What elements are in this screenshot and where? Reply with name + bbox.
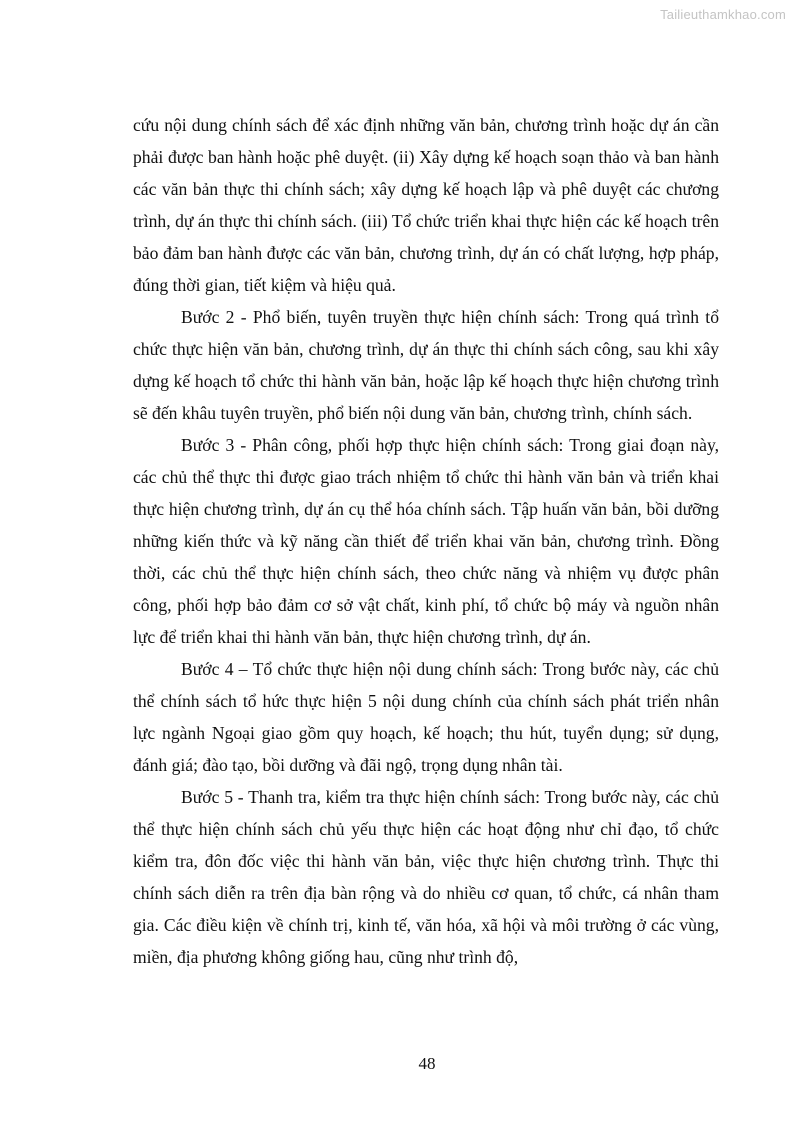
paragraph-step-3: Bước 3 - Phân công, phối hợp thực hiện chính sách: Trong giai đoạn này, các chủ thể thực thi được giao trách nhiệm tổ chức thi hành văn bản và triển khai thực hiện chương trình, dự án cụ thể hóa chính sách. Tập huấn văn bản, bồi dưỡng những kiến thức và kỹ năng cần thiết để triển khai văn bản, chương trình. Đồng thời, các chủ thể thực hiện chính sách, theo chức năng và nhiệm vụ được phân công, phối hợp bảo đảm cơ sở vật chất, kinh phí, tổ chức bộ máy và nguồn nhân lực để triển khai thi hành văn bản, thực hiện chương trình, dự án. — [133, 435, 719, 647]
paragraph-step-2: Bước 2 - Phổ biến, tuyên truyền thực hiện chính sách: Trong quá trình tổ chức thực hiện văn bản, chương trình, dự án thực thi chính sách công, sau khi xây dựng kế hoạch tổ chức thi hành văn bản, hoặc lập kế hoạch thực hiện chương trình sẽ đến khâu tuyên truyền, phổ biến nội dung văn bản, chương trình, chính sách. — [133, 307, 719, 423]
paragraph-step-5: Bước 5 - Thanh tra, kiểm tra thực hiện chính sách: Trong bước này, các chủ thể thực hiện chính sách chủ yếu thực hiện các hoạt động như chỉ đạo, tổ chức kiểm tra, đôn đốc việc thi hành văn bản, việc thực hiện chương trình. Thực thi chính sách diễn ra trên địa bàn rộng và do nhiều cơ quan, tổ chức, cá nhân tham gia. Các điều kiện về chính trị, kinh tế, văn hóa, xã hội và môi trường ở các vùng, miền, địa phương không giống hau, cũng như trình độ, — [133, 787, 719, 967]
paragraph-step-4: Bước 4 – Tổ chức thực hiện nội dung chính sách: Trong bước này, các chủ thể chính sách tổ hức thực hiện 5 nội dung chính của chính sách phát triển nhân lực ngành Ngoại giao gồm quy hoạch, kế hoạch; thu hút, tuyển dụng; sử dụng, đánh giá; đào tạo, bồi dưỡng và đãi ngộ, trọng dụng nhân tài. — [133, 659, 719, 775]
page-number: 48 — [418, 1054, 436, 1073]
watermark: Tailieuthamkhao.com — [660, 7, 786, 22]
paragraph-continuation: cứu nội dung chính sách để xác định những văn bản, chương trình hoặc dự án cần phải được ban hành hoặc phê duyệt. (ii) Xây dựng kế hoạch soạn thảo và ban hành các văn bản thực thi chính sách; xây dựng kế hoạch lập và phê duyệt các chương trình, dự án thực thi chính sách. (iii) Tổ chức triển khai thực hiện các kế hoạch trên bảo đảm ban hành được các văn bản, chương trình, dự án có chất lượng, hợp pháp, đúng thời gian, tiết kiệm và hiệu quả. — [133, 115, 719, 295]
document-body — [133, 109, 719, 973]
